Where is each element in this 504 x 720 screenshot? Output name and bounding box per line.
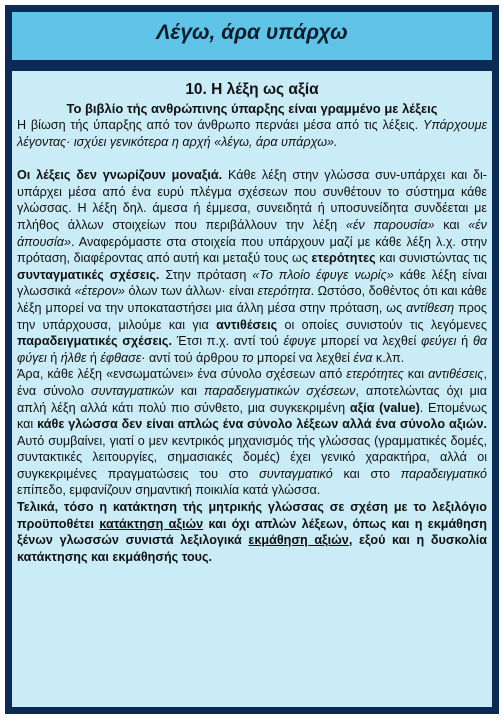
text-run: Οι λέξεις δεν γνωρίζουν μοναξιά. [17, 168, 223, 183]
text-run: οι οποίες συνιστούν τις λεγόμενες [277, 317, 487, 332]
text-run: ή [86, 350, 101, 365]
paragraph-values [17, 366, 487, 499]
text-run: κάθε λέξη είναι γλωσσικά [17, 267, 487, 299]
text-run: το [242, 350, 254, 365]
text-run: επίπεδο, εμφανίζουν σημαντική ποικιλία κατά γλώσσα. [17, 483, 321, 498]
text-run: και [403, 367, 429, 382]
text-run: . Ωστόσο, δοθέντος ότι και κάθε λέξη μπορεί να την υποκαταστήσει μια άλλη μέσα στην πρόταση, ως [17, 284, 487, 315]
text-run: συνταγματικές σχέσεις. [17, 267, 160, 282]
text-run: Υπάρχουμε λέγοντας [17, 118, 487, 149]
text-run: κ.λπ. [372, 350, 405, 365]
text-run: Άρα, κάθε λέξη «ενσωματώνει» ένα σύνολο σχέσεων από [17, 367, 347, 382]
text-run: παραδειγματικές σχέσεις. [17, 334, 172, 349]
text-run: Στην πρόταση [159, 267, 253, 282]
text-run: · ισχύει γενικότερα η αρχή [66, 134, 215, 149]
text-run: και [173, 383, 204, 398]
text-run: , αποτελώντας όχι μια απλή λέξη αλλά κάτι πολύ πιο σύνθετο, μια συγκεκριμένη [17, 383, 487, 415]
text-run: ή [456, 334, 473, 349]
text-run: «Το πλοίο έφυγε νωρίς» [252, 267, 394, 282]
text-run: θα φύγει [17, 334, 487, 365]
text-run: και [434, 217, 469, 232]
text-run: αντίθεση [406, 300, 455, 315]
text-run: παραδειγματικών σχέσεων [203, 383, 356, 398]
text-run: Αυτό συμβαίνει, γιατί ο μεν κεντρικός μηχανισμός τής γλώσσας (γραμματικές δομές, συντακτικές λειτουργίες, σημασιακές δομές) έχει γενικό χαρακτήρα, αλλά οι συγκεκριμένες πραγματώσεις του στο [17, 433, 487, 481]
text-run: προς την υπάρχουσα, μιλούμε και για [17, 300, 488, 332]
text-run: ετερότητες [346, 367, 404, 382]
text-run: Η βίωση τής ύπαρξης από τον άνθρωπο περνάει μέσα από τις λέξεις. [17, 118, 423, 132]
text-run: έφθασε [100, 350, 142, 365]
text-run: ετερότητα [257, 284, 311, 299]
text-run: Τελικά, τόσο η κατάκτηση τής μητρικής γλώσσας σε σχέση με το λεξιλόγιο προϋποθέτει [17, 500, 487, 531]
text-run: , ένα σύνολο [17, 367, 487, 398]
text-run: μπορεί να λεχθεί [253, 350, 354, 365]
text-run: κάθε γλώσσα δεν είναι απλώς ένα σύνολο λέξεων αλλά ένα σύνολο αξιών. [37, 417, 487, 432]
text-run: και στο [332, 466, 401, 481]
text-run: ένα [353, 350, 373, 365]
section-title: 10. Η λέξη ως αξία [185, 81, 319, 98]
text-run: αντιθέσεις [216, 317, 278, 332]
text-run: και συνιστώντας τις [375, 251, 487, 266]
article-content [17, 79, 487, 565]
page-title: Λέγω, άρα υπάρχω [156, 21, 348, 44]
text-run: · αντί τού άρθρου [141, 350, 243, 365]
text-run: συνταγματικών [91, 383, 174, 398]
text-run: συνταγματικό [259, 466, 333, 481]
text-run: Έτσι π.χ. αντί τού [171, 334, 284, 349]
text-run: «έτερον» [74, 284, 125, 299]
text-run: παραδειγματικό [400, 466, 487, 481]
section-subtitle: Το βιβλίο τής ανθρώπινης ύπαρξης είναι γραμμένο με λέξεις [66, 101, 438, 116]
paragraph-relations [17, 167, 487, 366]
text-run: «έν άπουσία» [17, 217, 487, 249]
paragraph-gap [17, 150, 487, 167]
intro-paragraph [17, 117, 487, 150]
text-run: ή [46, 350, 61, 365]
text-run: αξία (value) [349, 400, 420, 415]
text-run: φεύγει [421, 334, 457, 349]
text-run: όλων των άλλων· είναι [124, 284, 258, 299]
paragraph-conclusion [17, 499, 487, 565]
text-run: ήλθε [60, 350, 87, 365]
text-run: . Αναφερόμαστε στα στοιχεία που υπάρχουν μαζί με κάθε λέξη λ.χ. στην πρόταση, διαφέροντας από αυτή και μεταξύ τους ως [17, 234, 487, 266]
text-run: Κάθε λέξη στην γλώσσα συν-υπάρχει και δι-υπάρχει μέσα από ένα ευρύ πλέγμα σχέσεων που συνθέτουν το σύστημα κάθε γλώσσας. Η λέξη δηλ. άμεσα ή έμμεσα, συνειδητά ή υποσυνείδητα συνδέεται με πλήθος άλλων στοιχείων που περιβάλλουν την λέξη [17, 168, 488, 232]
text-run: ετερότητες [311, 251, 376, 266]
text-run: εκμάθηση αξιών [248, 533, 349, 548]
text-run: μπορεί να λεχθεί [316, 334, 422, 349]
text-run: . Επομένως και [17, 400, 488, 432]
header-bar [12, 12, 492, 60]
text-run: αντιθέσεις [428, 367, 484, 382]
text-run: έφυγε [283, 334, 317, 349]
text-run: «λέγω, άρα υπάρχω». [214, 134, 338, 149]
text-run: «έν παρουσία» [345, 217, 435, 232]
text-run: κατάκτηση αξιών [99, 516, 204, 531]
text-run: , εξού και η δυσκολία κατάκτησης και εκμάθησής τους. [17, 533, 487, 564]
text-run: και όχι απλών λέξεων, όπως και η εκμάθηση ξένων γλωσσών συνιστά λεξιλογικά [17, 516, 487, 548]
